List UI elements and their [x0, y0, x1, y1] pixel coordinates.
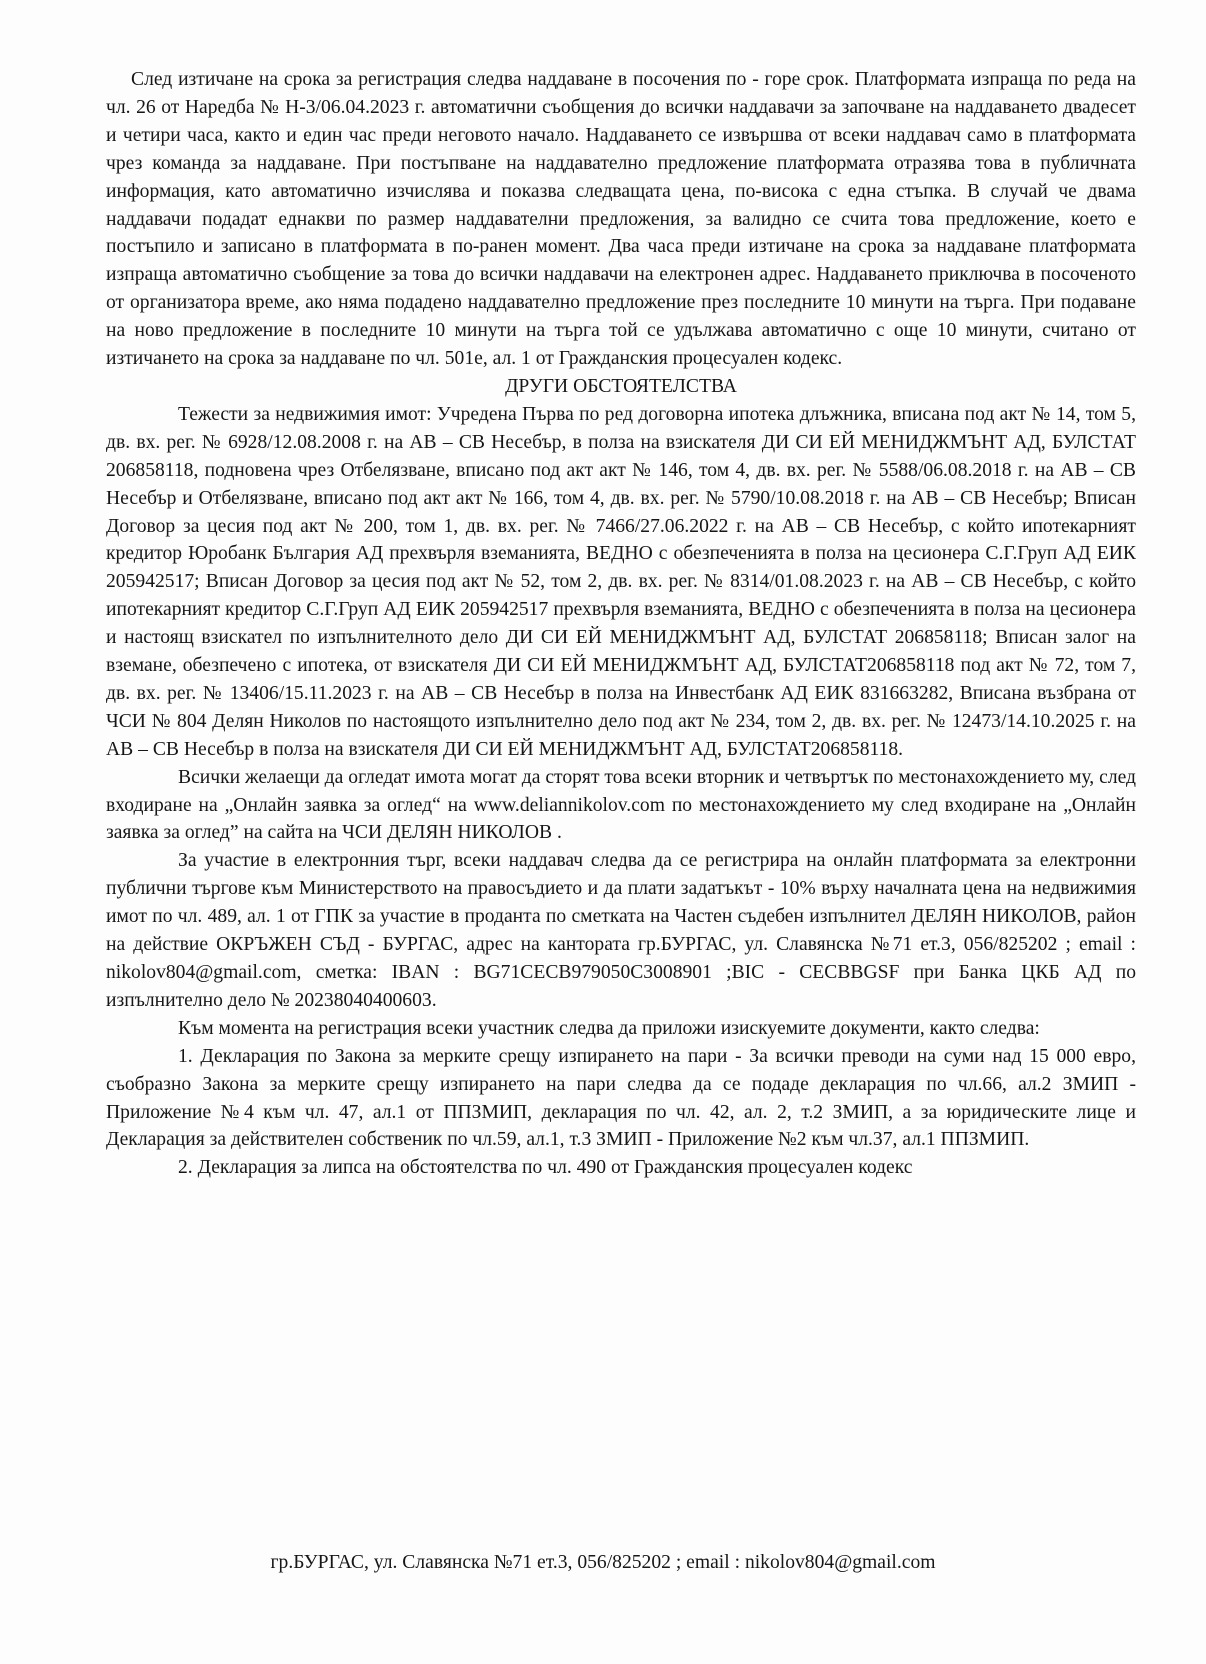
- encumbrances-paragraph: Тежести за недвижимия имот: Учредена Първа по ред договорна ипотека длъжника, вписана под акт № 14, том 5, дв. вх. рег. № 6928/12.08.2008 г. на АВ – СВ Несебър, в полза на взискателя ДИ СИ ЕЙ МЕНИДЖМЪНТ АД, БУЛСТАТ 206858118, подновена чрез Отбелязване, вписано под акт акт № 146, том 4, дв. вх. рег. № 5588/06.08.2018 г. на АВ – СВ Несебър и Отбелязване, вписано под акт акт № 166, том 4, дв. вх. рег. № 5790/10.08.2018 г. на АВ – СВ Несебър; Вписан Договор за цесия под акт № 200, том 1, дв. вх. рег. № 7466/27.06.2022 г. на АВ – СВ Несебър, с който ипотекарният кредитор Юробанк България АД прехвърля вземанията, ВЕДНО с обезпеченията в полза на цесионера С.Г.Груп АД ЕИК 205942517; Вписан Договор за цесия под акт № 52, том 2, дв. вх. рег. № 8314/01.08.2023 г. на АВ – СВ Несебър, с който ипотекарният кредитор С.Г.Груп АД ЕИК 205942517 прехвърля вземанията, ВЕДНО с обезпеченията в полза на цесионера и настоящ взискател по изпълнителното дело ДИ СИ ЕЙ МЕНИДЖМЪНТ АД, БУЛСТАТ 206858118; Вписан залог на вземане, обезпечено с ипотека, от взискателя ДИ СИ ЕЙ МЕНИДЖМЪНТ АД, БУЛСТАТ206858118 под акт № 72, том 7, дв. вх. рег. № 13406/15.11.2023 г. на АВ – СВ Несебър в полза на Инвестбанк АД ЕИК 831663282, Вписана възбрана от ЧСИ № 804 Делян Николов по настоящото изпълнително дело под акт № 234, том 2, дв. вх. рег. № 12473/14.10.2025 г. на АВ – СВ Несебър в полза на взискателя ДИ СИ ЕЙ МЕНИДЖМЪНТ АД, БУЛСТАТ206858118.: [106, 403, 1136, 760]
- required-documents-paragraph: Към момента на регистрация всеки участник следва да приложи изискуемите документи, както следва:: [178, 1017, 1040, 1039]
- list-item: 1. Декларация по Закона за мерките срещу изпирането на пари - За всички преводи на суми над 15 000 евро, съобразно Закона за мерките срещу изпирането на пари следва да се подаде декларация по чл.66, ал.2 ЗМИП - Приложение №4 към чл. 47, ал.1 от ППЗМИП, декларация по чл. 42, ал. 2, т.2 ЗМИП, а за юридическите лице и Декларация за действителен собственик по чл.59, ал.1, т.3 ЗМИП - Приложение №2 към чл.37, ал.1 ППЗМИП.: [106, 1045, 1136, 1151]
- footer-address: гр.БУРГАС, ул. Славянска №71 ет.3, 056/825202 ; email : nikolov804@gmail.com: [270, 1552, 936, 1573]
- section-heading: ДРУГИ ОБСТОЯТЕЛСТВА: [505, 375, 737, 397]
- list-item: 2. Декларация за липса на обстоятелства по чл. 490 от Гражданския процесуален кодекс: [178, 1157, 913, 1179]
- participation-paragraph: За участие в електронния търг, всеки наддавач следва да се регистрира на онлайн платформата за електронни публични търгове към Министерството на правосъдието и да плати задатъкът - 10% върху началната цена на недвижимия имот по чл. 489, ал. 1 от ГПК за участие в проданта по сметката на Частен съдебен изпълнител ДЕЛЯН НИКОЛОВ, район на действие ОКРЪЖЕН СЪД - БУРГАС, адрес на кантората гр.БУРГАС, ул. Славянска №71 ет.3, 056/825202 ; email : nikolov804@gmail.com, сметка: IBAN : BG71CECB979050C3008901 ;BIC - CECBBGSF при Банка ЦКБ АД по изпълнително дело № 20238040400603.: [106, 850, 1136, 1011]
- auction-bidding-paragraph: След изтичане на срока за регистрация следва наддаване в посочения по - горе срок. Платформата изпраща по реда на чл. 26 от Наредба № Н-3/06.04.2023 г. автоматични съобщения до всички наддавачи за започване на наддаването двадесет и четири часа, както и един час преди неговото начало. Наддаването се извършва от всеки наддавач само в платформата чрез команда за наддаване. При постъпване на наддавателно предложение платформата отразява това в публичната информация, като автоматично изчислява и показва следващата цена, по-висока с една стъпка. В случай че двама наддавачи подадат еднакви по размер наддавателни предложения, за валидно се счита това предложение, което е постъпило и записано в платформата в по-ранен момент. Два часа преди изтичане на срока за наддаване платформата изпраща автоматично съобщение за това до всички наддавачи на електронен адрес. Наддаването приключва в посоченото от организатора време, ако няма подадено наддавателно предложение през последните 10 минути на търга. При подаване на ново предложение в последните 10 минути на търга той се удължава автоматично с още 10 минути, считано от изтичането на срока за наддаване по чл. 501е, ал. 1 от Гражданския процесуален кодекс.: [106, 69, 1136, 370]
- document-body: [106, 66, 1136, 1182]
- inspection-paragraph: Всички желаещи да огледат имота могат да сторят това всеки вторник и четвъртък по местонахождението му, след входиране на „Онлайн заявка за оглед“ на www.deliannikolov.com по местонахождението му след входиране на „Онлайн заявка за оглед” на сайта на ЧСИ ДЕЛЯН НИКОЛОВ .: [106, 766, 1136, 844]
